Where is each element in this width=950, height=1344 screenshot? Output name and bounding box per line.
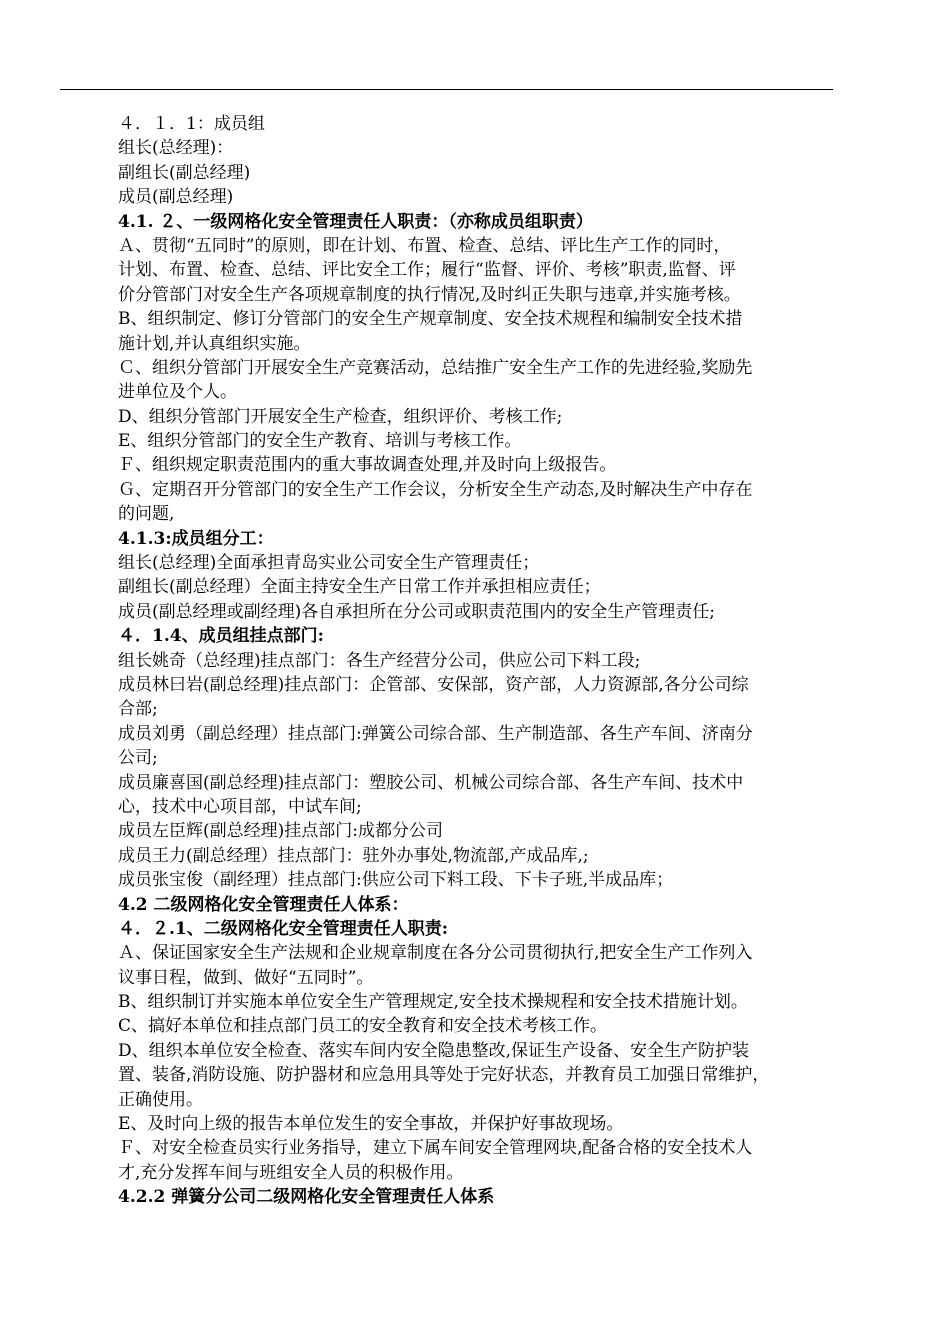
- text-line: 心，技术中心项目部，中试车间;: [118, 796, 362, 817]
- section-heading: 4.2 二级网格化安全管理责任人体系：: [118, 894, 409, 915]
- text-line: 合部;: [118, 699, 158, 720]
- text-line: Ａ、贯彻“五同时”的原则，即在计划、布置、检查、总结、评比生产工作的同时，: [118, 235, 731, 256]
- text-line: 成员(副总经理): [118, 187, 234, 208]
- text-line: 组长(总经理)全面承担青岛实业公司安全生产管理责任；: [118, 553, 540, 574]
- text-line: 副组长(副总经理): [118, 162, 251, 183]
- text-line: 成员刘勇（副总经理）挂点部门:弹簧公司综合部、生产制造部、各生产车间、济南分: [118, 723, 753, 744]
- text-line: 公司;: [118, 748, 158, 769]
- text-line: 成员廉喜国(副总经理)挂点部门：塑胶公司、机械公司综合部、各生产车间、技术中: [118, 772, 744, 793]
- section-heading: 4.1. ２、一级网格化安全管理责任人职责：（亦称成员组职责）: [118, 211, 593, 232]
- text-line: 计划、布置、检查、总结、评比安全工作；履行“监督、评价、考核”职责,监督、评: [118, 260, 736, 281]
- text-line: 议事日程，做到、做好“五同时”。: [118, 967, 374, 988]
- text-line: 副组长(副总经理）全面主持安全生产日常工作并承担相应责任；: [118, 577, 601, 598]
- header-rule: [60, 89, 833, 90]
- text-line: 的问题,: [118, 504, 175, 525]
- text-line: Ｇ、定期召开分管部门的安全生产工作会议，分析安全生产动态,及时解决生产中存在: [118, 479, 753, 500]
- text-line: 成员左臣辉(副总经理)挂点部门:成都分公司: [118, 821, 443, 842]
- section-heading: ４．２.1、二级网格化安全管理责任人职责:: [118, 918, 449, 939]
- text-line: 置、装备,消防设施、防护器材和应急用具等处于完好状态，并教育员工加强日常维护，: [118, 1065, 770, 1086]
- text-line: Ｆ、组织规定职责范围内的重大事故调查处理,并及时向上级报告。: [118, 455, 617, 476]
- text-line: 正确使用。: [118, 1089, 203, 1110]
- text-line: Ｃ、组织分管部门开展安全生产竞赛活动，总结推广安全生产工作的先进经验,奖励先: [118, 357, 753, 378]
- text-line: 成员王力(副总经理）挂点部门：驻外办事处,物流部,产成品库,;: [118, 845, 589, 866]
- section-heading: ４．1.4、成员组挂点部门:: [118, 626, 324, 647]
- document-body: [118, 112, 838, 1210]
- text-line: B、组织制订并实施本单位安全生产管理规定,安全技术操规程和安全技术措施计划。: [118, 992, 748, 1013]
- text-line: E、及时向上级的报告本单位发生的安全事故，并保护好事故现场。: [118, 1114, 624, 1135]
- text-line: 组长(总经理)：: [118, 138, 234, 159]
- text-line: B、组织制定、修订分管部门的安全生产规章制度、安全技术规程和编制安全技术措: [118, 309, 743, 330]
- text-line: 组长姚奇（总经理)挂点部门：各生产经营分公司，供应公司下料工段;: [118, 650, 641, 671]
- text-line: 进单位及个人。: [118, 382, 237, 403]
- text-line: ４．１．1：成员组: [118, 114, 265, 134]
- text-line: 成员林曰岩(副总经理)挂点部门：企管部、安保部，资产部，人力资源部,各分公司综: [118, 674, 749, 695]
- text-line: 价分管部门对安全生产各项规章制度的执行情况,及时纠正失职与违章,并实施考核。: [118, 284, 741, 305]
- text-line: D、组织本单位安全检查、落实车间内安全隐患整改,保证生产设备、安全生产防护装: [118, 1040, 750, 1061]
- text-line: 成员(副总经理或副经理)各自承担所在分公司或职责范围内的安全生产管理责任;: [118, 601, 715, 622]
- text-line: E、组织分管部门的安全生产教育、培训与考核工作。: [118, 431, 522, 452]
- text-line: Ｆ、对安全检查员实行业务指导，建立下属车间安全管理网块,配备合格的安全技术人: [118, 1138, 753, 1159]
- section-heading: 4.2.2 弹簧分公司二级网格化安全管理责任人体系: [118, 1187, 495, 1208]
- section-heading: 4.1.3:成员组分工：: [118, 528, 274, 549]
- text-line: 才,充分发挥车间与班组安全人员的积极作用。: [118, 1162, 464, 1183]
- text-line: C、搞好本单位和挂点部门员工的安全教育和安全技术考核工作。: [118, 1016, 608, 1037]
- text-line: 成员张宝俊（副经理）挂点部门:供应公司下料工段、下卡子班,半成品库；: [118, 870, 674, 891]
- text-line: 施计划,并认真组织实施。: [118, 333, 311, 354]
- text-line: D、组织分管部门开展安全生产检查，组织评价、考核工作;: [118, 406, 563, 427]
- text-line: Ａ、保证国家安全生产法规和企业规章制度在各分公司贯彻执行,把安全生产工作列入: [118, 943, 753, 964]
